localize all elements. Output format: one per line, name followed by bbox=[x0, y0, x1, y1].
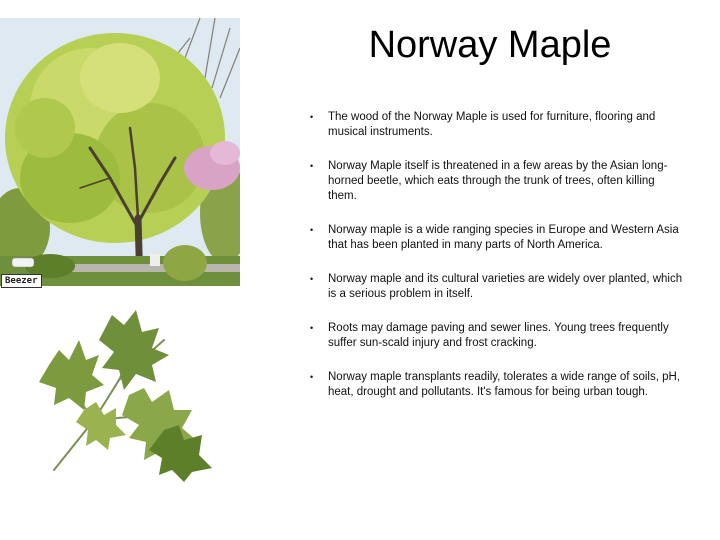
slide-title: Norway Maple bbox=[368, 24, 612, 66]
bullet-item bbox=[300, 110, 685, 140]
bullet-text: Norway maple and its cultural varieties are widely over planted, which is a serious problem in itself. bbox=[328, 273, 683, 300]
bullet-item bbox=[300, 321, 685, 351]
bullet-text: The wood of the Norway Maple is used for furniture, flooring and musical instruments. bbox=[328, 111, 656, 138]
bullet-icon: • bbox=[310, 225, 314, 235]
bullet-item bbox=[300, 159, 685, 204]
bullet-icon: • bbox=[310, 112, 314, 122]
bullet-icon: • bbox=[310, 323, 314, 333]
bullet-text: Norway maple is a wide ranging species in Europe and Western Asia that has been planted in many parts of North America. bbox=[328, 224, 679, 251]
bullet-item bbox=[300, 370, 685, 400]
bullet-text: Norway Maple itself is threatened in a few areas by the Asian long-horned beetle, which eats through the trunk of trees, often killing them. bbox=[328, 160, 668, 202]
bullet-list bbox=[300, 110, 685, 419]
photo-credit: Beezer bbox=[1, 274, 42, 288]
bullet-text: Norway maple transplants readily, tolerates a wide range of soils, pH, heat, drought and pollutants. It's famous for being urban tough. bbox=[328, 371, 680, 398]
bullet-text: Roots may damage paving and sewer lines. Young trees frequently suffer sun-scald injury and frost cracking. bbox=[328, 322, 669, 349]
maple-tree-photo bbox=[0, 18, 240, 286]
bullet-icon: • bbox=[310, 274, 314, 284]
bullet-icon: • bbox=[310, 372, 314, 382]
bullet-item bbox=[300, 223, 685, 253]
bullet-item bbox=[300, 272, 685, 302]
maple-leaf-image bbox=[24, 310, 214, 485]
bullet-icon: • bbox=[310, 161, 314, 171]
